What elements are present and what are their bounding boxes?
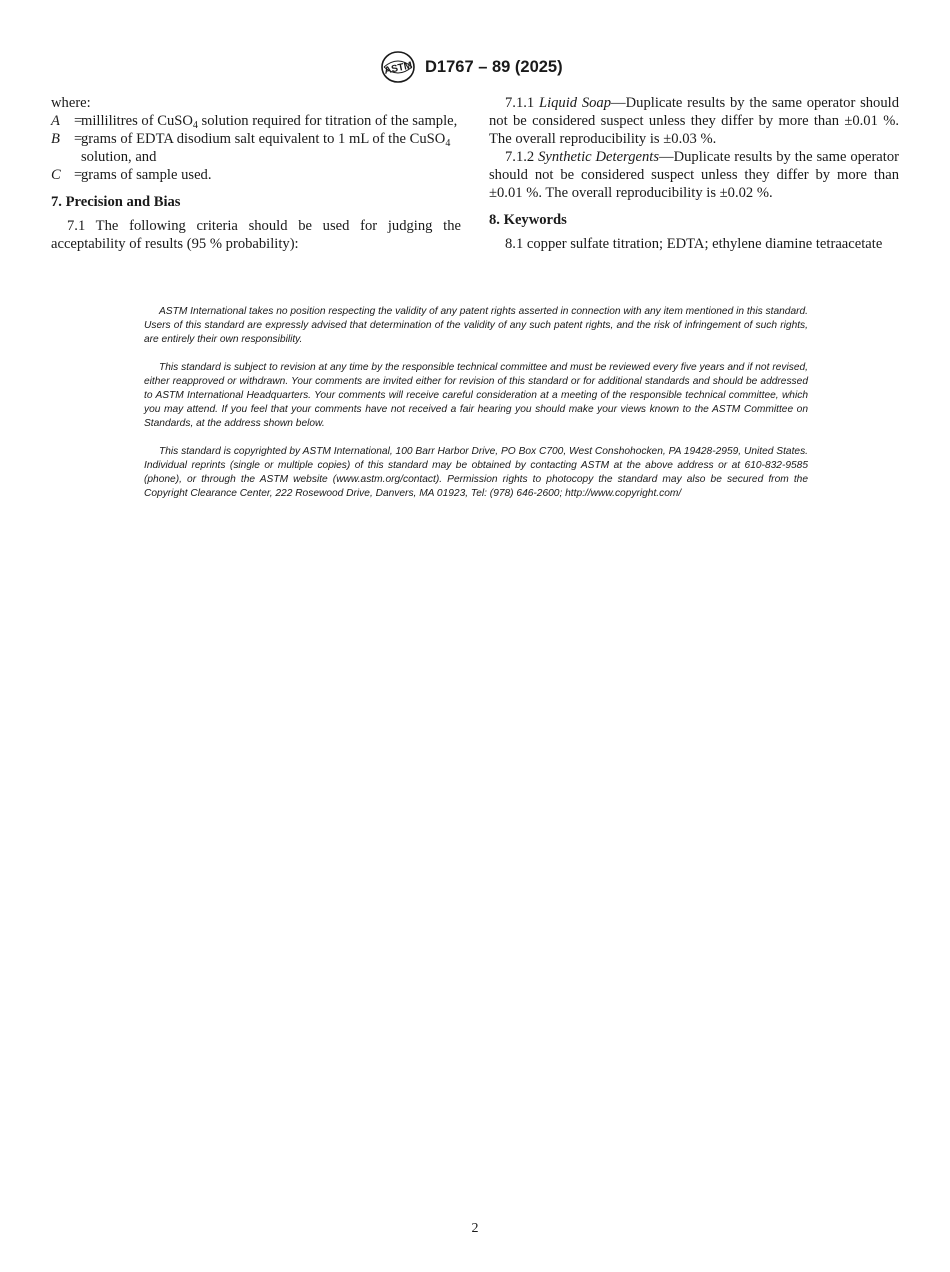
right-column <box>489 94 899 253</box>
legal-notices <box>144 305 808 515</box>
page-number: 2 <box>471 1221 479 1236</box>
astm-logo <box>381 51 415 83</box>
variable-b <box>51 130 461 166</box>
liquid-soap-title: Liquid Soap <box>538 95 612 111</box>
page-header <box>0 50 950 84</box>
standard-designation: D1767 – 89 (2025) <box>425 58 563 76</box>
variable-a <box>51 112 461 130</box>
equals-sign: = <box>74 131 83 147</box>
equals-sign: = <box>74 167 83 183</box>
synthetic-detergents-title: Synthetic Detergents <box>538 149 659 165</box>
variable-definition: grams of EDTA disodium salt equivalent to 1 mL of the CuSO$_4$ solution, and <box>81 131 451 165</box>
section-7-heading: 7. Precision and Bias <box>51 194 181 210</box>
variable-symbol: C <box>51 167 61 183</box>
paragraph-8-1: 8.1 copper sulfate titration; EDTA; ethylene diamine tetraacetate <box>505 236 883 252</box>
patent-notice: ASTM International takes no position respecting the validity of any patent rights asserted in connection with any item mentioned in this standard. Users of this standard are expressly advised that determination of the validity of any such patent rights, and the risk of infringement of such rights, are entirely their own responsibility. <box>144 306 808 345</box>
equals-sign: = <box>74 113 83 129</box>
variable-definition: millilitres of CuSO$_4$ solution required for titration of the sample, <box>81 113 458 131</box>
variable-c <box>51 166 461 184</box>
left-column <box>51 94 461 253</box>
svg-text:ASTM: ASTM <box>383 60 414 77</box>
variable-symbol: B <box>51 131 60 147</box>
paragraph-7-1-2: 7.1.2 Synthetic Detergents—Duplicate results by the same operator should not be considered suspect unless they differ by more than ±0.01 %. The overall reproducibility is ±0.02 %. <box>489 149 899 201</box>
section-8-heading: 8. Keywords <box>489 212 567 228</box>
variable-definition: grams of sample used. <box>81 167 212 183</box>
paragraph-7-1-1: 7.1.1 Liquid Soap—Duplicate results by the same operator should not be considered suspect unless they differ by more than ±0.01 %. The overall reproducibility is ±0.03 %. <box>489 95 899 147</box>
copyright-notice: This standard is copyrighted by ASTM International, 100 Barr Harbor Drive, PO Box C700, West Conshohocken, PA 19428-2959, United States. Individual reprints (single or multiple copies) of this standard may be obtained by contacting ASTM at the above address or at 610-832-9585 (phone), or through the ASTM website (www.astm.org/contact). Permission rights to photocopy the standard may also be secured from the Copyright Clearance Center, 222 Rosewood Drive, Danvers, MA 01923, Tel: (978) 646-2600; http://www.copyright.com/ <box>144 446 808 499</box>
variable-list <box>51 112 461 184</box>
where-label: where: <box>51 95 91 111</box>
paragraph-7-1: 7.1 The following criteria should be used for judging the acceptability of results (95 % probability): <box>51 218 461 252</box>
variable-symbol: A <box>51 113 60 129</box>
revision-notice: This standard is subject to revision at any time by the responsible technical committee and must be reviewed every five years and if not revised, either reapproved or withdrawn. Your comments are invited either for revision of this standard or for additional standards and should be addressed to ASTM International Headquarters. Your comments will receive careful consideration at a meeting of the responsible technical committee, which you may attend. If you feel that your comments have not received a fair hearing you should make your views known to the ASTM Committee on Standards, at the address shown below. <box>144 362 808 429</box>
